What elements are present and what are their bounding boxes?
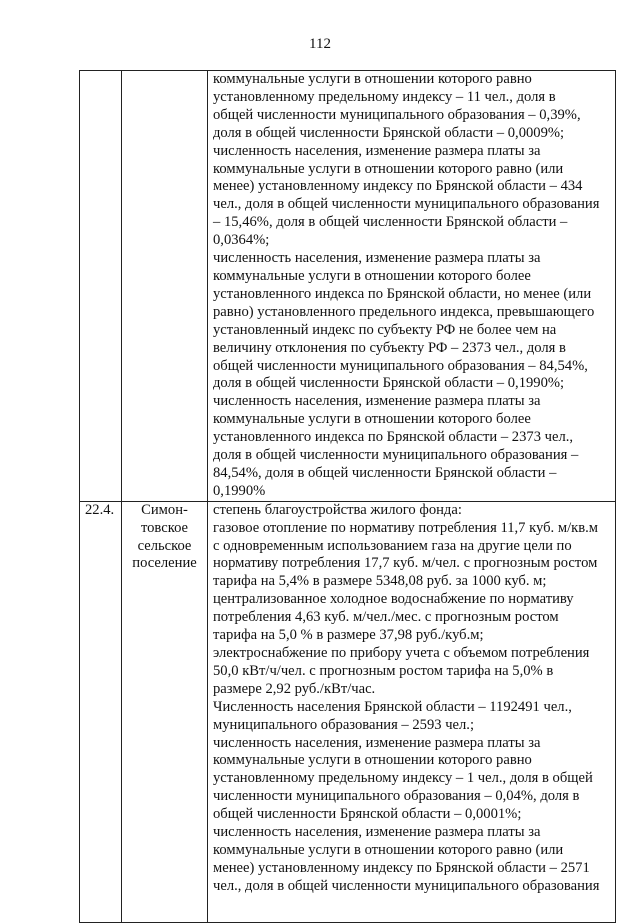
description-cell [208,71,616,502]
text-line: электроснабжение по прибору учета с объемом потребления [213,645,590,661]
text-line: муниципального образования – 2593 чел.; [213,716,475,733]
text-line: общей численности муниципального образования – 84,54%, [213,357,588,374]
text-line: численность населения, изменение размера платы за [213,734,541,751]
text-line: 0,0364%; [213,232,270,249]
text-line: доля в общей численности муниципального образования – [213,447,579,464]
text-line: доля в общей численности Брянской области – 0,0009%; [213,124,565,141]
text-line: чел., доля в общей численности муниципального образования [213,196,600,213]
text-line: коммунальные услуги в отношении которого равно (или [213,841,564,858]
text-line: коммунальные услуги в отношении которого более [213,411,531,428]
text-line: менее) установленному индексу по Брянской области – 434 [213,178,583,195]
text-line: общей численности Брянской области – 0,0001%; [213,806,522,823]
settlement-name-cell [122,71,208,502]
table-row [80,71,616,502]
text-line: величину отклонения по субъекту РФ – 2373 чел., доля в [213,339,566,356]
settlement-name-line: поселение [132,555,197,572]
text-line: установленный индекс по субъекту РФ не более чем на [213,321,557,338]
row-number-cell [80,71,122,502]
description-cell [208,501,616,922]
text-line: 84,54%, доля в общей численности Брянской области – [213,464,557,481]
settlement-name-line: товское [140,519,189,536]
text-line: потребления 4,63 куб. м/чел./мес. с прогнозным ростом [213,609,559,626]
text-line: – 15,46%, доля в общей численности Брянской области – [213,214,568,231]
text-line: размере 2,92 руб./кВт/час. [213,680,376,697]
text-line: тарифа на 5,4% в размере 5348,08 руб. за 1000 куб. м; [213,573,547,590]
text-line: 0,1990% [213,482,266,499]
text-line: общей численности муниципального образования – 0,39%, [213,106,581,123]
text-line: с одновременным использованием газа на другие цели по [213,537,572,554]
text-line: численность населения, изменение размера платы за [213,824,541,841]
page-number: 112 [309,36,331,52]
text-line: централизованное холодное водоснабжение по нормативу [213,591,574,608]
text-line: Численность населения Брянской области – 1192491 чел., [213,698,572,715]
text-line: коммунальные услуги в отношении которого равно [213,752,532,769]
text-line: нормативу потребления 17,7 куб. м/чел. с прогнозным ростом [213,555,598,572]
text-line: чел., доля в общей численности муниципального образования [213,877,600,894]
text-line: численности муниципального образования – 0,04%, доля в [213,788,580,805]
text-line: коммунальные услуги в отношении которого более [213,267,531,284]
table-row [80,501,616,922]
text-line: установленного индекса по Брянской области – 2373 чел., [213,429,574,446]
text-line: доля в общей численности Брянской области – 0,1990%; [213,375,565,392]
text-line: установленному предельному индексу – 1 чел., доля в общей [213,770,593,787]
text-line: коммунальные услуги в отношении которого равно [213,71,532,87]
text-line: численность населения, изменение размера платы за [213,393,541,410]
text-line: установленного индекса по Брянской области, но менее (или [213,285,592,302]
text-line: численность населения, изменение размера платы за [213,142,541,159]
text-line: тарифа на 5,0 % в размере 37,98 руб./куб.м; [213,627,484,644]
settlement-name-line: Симон- [141,501,188,518]
text-line: газовое отопление по нормативу потребления 11,7 куб. м/кв.м [213,519,598,536]
settlement-name-cell [122,501,208,922]
text-line: степень благоустройства жилого фонда: [213,501,462,518]
text-line: менее) установленному индексу по Брянской области – 2571 [213,859,590,876]
document-table [79,70,616,923]
row-number-cell: 22.4. [80,501,122,922]
text-line: равно) установленного предельного индекса, превышающего [213,303,595,320]
text-line: коммунальные услуги в отношении которого равно (или [213,160,564,177]
settlement-name-line: сельское [137,537,192,554]
text-line: установленному предельному индексу – 11 чел., доля в [213,88,556,105]
text-line: 50,0 кВт/ч/чел. с прогнозным ростом тарифа на 5,0% в [213,662,554,679]
text-line: численность населения, изменение размера платы за [213,250,541,267]
